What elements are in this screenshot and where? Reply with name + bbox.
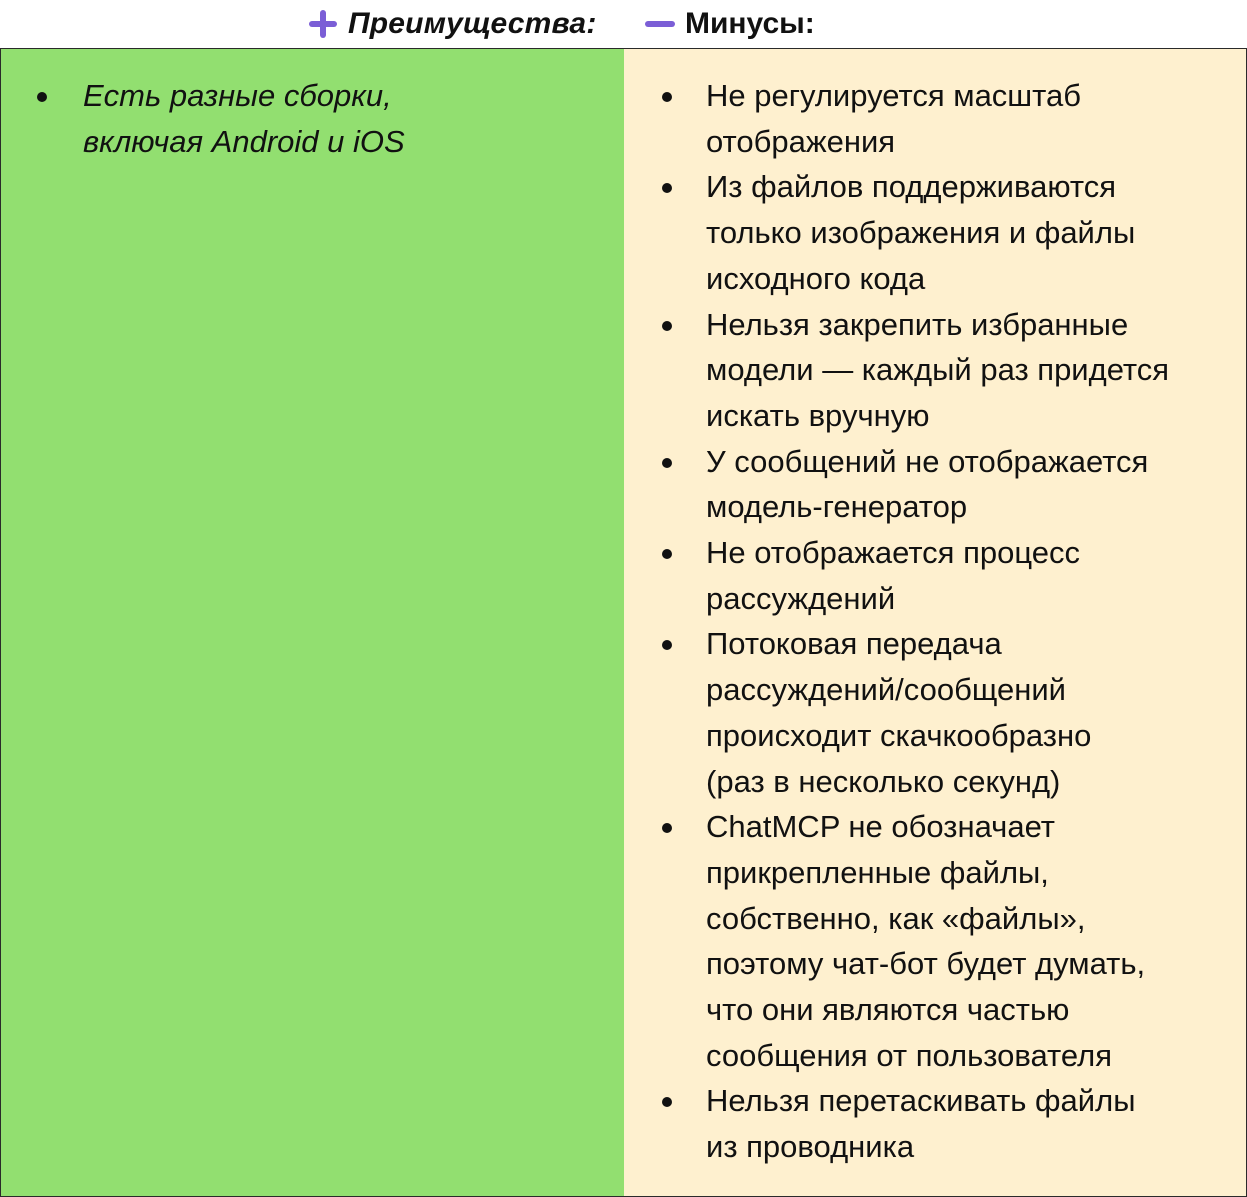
cons-list bbox=[624, 73, 1224, 1170]
cons-list-item bbox=[624, 530, 1224, 621]
cons-list-item bbox=[624, 164, 1224, 301]
list-item-line: (раз в несколько секунд) bbox=[706, 763, 1061, 799]
cons-column bbox=[624, 49, 1246, 1196]
list-item-line: искать вручную bbox=[706, 397, 930, 433]
cons-list-item bbox=[624, 302, 1224, 439]
bullet-icon bbox=[37, 92, 47, 102]
list-item-line: модели — каждый раз придется bbox=[706, 352, 1170, 388]
list-item-line: прикрепленные файлы, bbox=[706, 854, 1049, 890]
list-item-line: Потоковая передача bbox=[706, 626, 1002, 662]
list-item-line: из проводника bbox=[706, 1129, 915, 1165]
list-item-line: рассуждений/сообщений bbox=[706, 672, 1066, 708]
list-item-line: У сообщений не отображается bbox=[706, 443, 1149, 479]
pros-list bbox=[1, 73, 601, 164]
list-item-line: что они являются частью bbox=[706, 992, 1070, 1028]
bullet-icon bbox=[662, 458, 672, 468]
pros-list-item bbox=[1, 73, 601, 164]
bullet-icon bbox=[662, 183, 672, 193]
list-item-line: сообщения от пользователя bbox=[706, 1037, 1112, 1073]
table-header bbox=[0, 0, 1247, 48]
cons-list-item bbox=[624, 1078, 1224, 1169]
list-item-line: Не отображается процесс bbox=[706, 535, 1080, 571]
pros-header-label: Преимущества: bbox=[348, 7, 597, 40]
list-item-line: ChatMCP не обозначает bbox=[706, 809, 1055, 845]
list-item-line: собственно, как «файлы», bbox=[706, 900, 1086, 936]
list-item-line: Нельзя перетаскивать файлы bbox=[706, 1083, 1136, 1119]
list-item-line: рассуждений bbox=[706, 580, 896, 616]
pros-header bbox=[306, 0, 597, 48]
list-item-line: исходного кода bbox=[706, 260, 926, 296]
cons-list-item bbox=[624, 439, 1224, 530]
bullet-icon bbox=[662, 823, 672, 833]
list-item-line: Из файлов поддерживаются bbox=[706, 169, 1117, 205]
pros-column bbox=[1, 49, 624, 1196]
list-item-line: включая Android и iOS bbox=[83, 123, 405, 159]
list-item-line: отображения bbox=[706, 123, 896, 159]
list-item-line: Нельзя закрепить избранные bbox=[706, 306, 1129, 342]
cons-list-item bbox=[624, 73, 1224, 164]
plus-icon bbox=[306, 7, 340, 41]
list-item-line: модель-генератор bbox=[706, 489, 968, 525]
bullet-icon bbox=[662, 549, 672, 559]
cons-header bbox=[643, 0, 815, 48]
bullet-icon bbox=[662, 640, 672, 650]
list-item-line: происходит скачкообразно bbox=[706, 717, 1092, 753]
list-item-line: Есть разные сборки, bbox=[83, 78, 392, 113]
list-item-line: только изображения и файлы bbox=[706, 215, 1136, 251]
list-item-line: Не регулируется масштаб bbox=[706, 78, 1082, 113]
cons-list-item bbox=[624, 804, 1224, 1078]
list-item-line: поэтому чат-бот будет думать, bbox=[706, 946, 1146, 982]
cons-list-item bbox=[624, 621, 1224, 804]
minus-icon bbox=[643, 7, 677, 41]
comparison-table bbox=[0, 48, 1247, 1197]
bullet-icon bbox=[662, 1097, 672, 1107]
bullet-icon bbox=[662, 321, 672, 331]
bullet-icon bbox=[662, 92, 672, 102]
cons-header-label: Минусы: bbox=[685, 7, 815, 40]
